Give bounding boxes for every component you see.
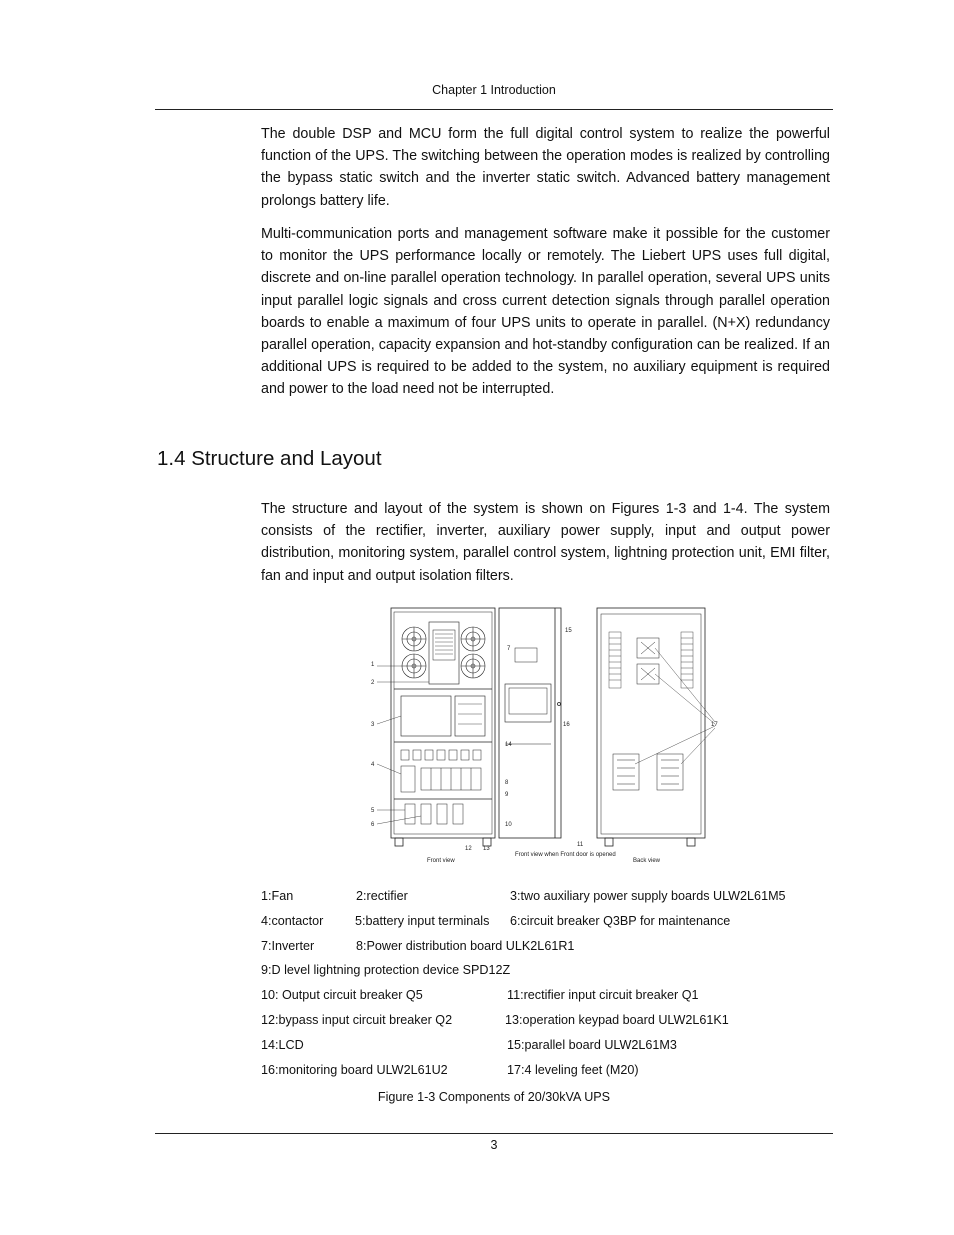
callout-5: 5 (371, 808, 375, 814)
legend-contactor: 4:contactor (261, 914, 324, 928)
footer-rule (155, 1133, 833, 1134)
legend-inverter: 7:Inverter (261, 939, 315, 953)
legend-monitoring: 16:monitoring board ULW2L61U2 (261, 1063, 448, 1077)
legend-power-dist: 8:Power distribution board ULK2L61R1 (356, 939, 575, 953)
callout-10: 10 (505, 822, 512, 828)
legend-fan: 1:Fan (261, 889, 294, 903)
callout-16: 16 (563, 722, 570, 728)
legend-q2: 12:bypass input circuit breaker Q2 (261, 1013, 453, 1027)
running-header: Chapter 1 Introduction (432, 83, 556, 97)
page-number: 3 (490, 1138, 498, 1152)
legend-q3bp: 6:circuit breaker Q3BP for maintenance (510, 914, 731, 928)
callout-4: 4 (371, 762, 375, 768)
callout-11: 11 (577, 842, 584, 848)
callout-1: 1 (371, 662, 375, 668)
callout-2: 2 (371, 680, 375, 686)
section-paragraph: The structure and layout of the system is shown on Figures 1-3 and 1-4. The system consists of the rectifier, inverter, auxiliary power supply, input and output power distribution, monitoring system, parallel control system, lightning protection unit, EMI filter, fan and input and output isolation filters. (261, 501, 830, 584)
callout-14: 14 (505, 742, 512, 748)
callout-13: 13 (483, 846, 490, 852)
figure-caption: Figure 1-3 Components of 20/30kVA UPS (377, 1090, 611, 1104)
callout-3: 3 (371, 722, 375, 728)
callout-8: 8 (505, 780, 509, 786)
legend-keypad: 13:operation keypad board ULW2L61K1 (505, 1013, 729, 1027)
legend-battery-terminals: 5:battery input terminals (355, 914, 490, 928)
callout-6: 6 (371, 822, 375, 828)
callout-15: 15 (565, 628, 572, 634)
callout-7: 7 (507, 646, 511, 652)
front-view-label: Front view (427, 858, 455, 864)
intro-paragraph-2: Multi-communication ports and management software make it possible for the customer to monitor the UPS performance locally or remotely. The Liebert UPS uses full digital, discrete and on-line parallel operation technology. In parallel operation, several UPS units input parallel logic signals and cross current detection signals through parallel operation boards to enable a maximum of four UPS units to operate in parallel. (N+X) redundancy parallel operation, capacity expansion and hot-standby configuration can be realized. If an additional UPS is required to be added to the system, no auxiliary equipment is required and power to the load need not be interrupted. (261, 226, 830, 398)
section-heading: 1.4 Structure and Layout (157, 447, 382, 470)
legend-aux-power: 3:two auxiliary power supply boards ULW2L61M5 (510, 889, 786, 903)
legend-feet: 17:4 leveling feet (M20) (507, 1063, 639, 1077)
callout-9: 9 (505, 792, 509, 798)
legend-q1: 11:rectifier input circuit breaker Q1 (507, 988, 699, 1002)
legend-rectifier: 2:rectifier (356, 889, 408, 903)
header-rule (155, 109, 833, 110)
legend-q5: 10: Output circuit breaker Q5 (261, 988, 423, 1002)
opened-view-label: Front view when Front door is opened (515, 852, 616, 858)
back-view-label: Back view (633, 858, 661, 864)
ups-components-figure (365, 604, 725, 872)
intro-paragraph-1: The double DSP and MCU form the full digital control system to realize the powerful function of the UPS. The switching between the operation modes is realized by controlling the bypass static switch and the inverter static switch. Advanced battery management prolongs battery life. (261, 126, 830, 209)
legend-parallel: 15:parallel board ULW2L61M3 (507, 1038, 677, 1052)
legend-spd: 9:D level lightning protection device SPD12Z (261, 963, 511, 977)
callout-12: 12 (465, 846, 472, 852)
legend-lcd: 14:LCD (261, 1038, 304, 1052)
callout-17: 17 (711, 722, 718, 728)
